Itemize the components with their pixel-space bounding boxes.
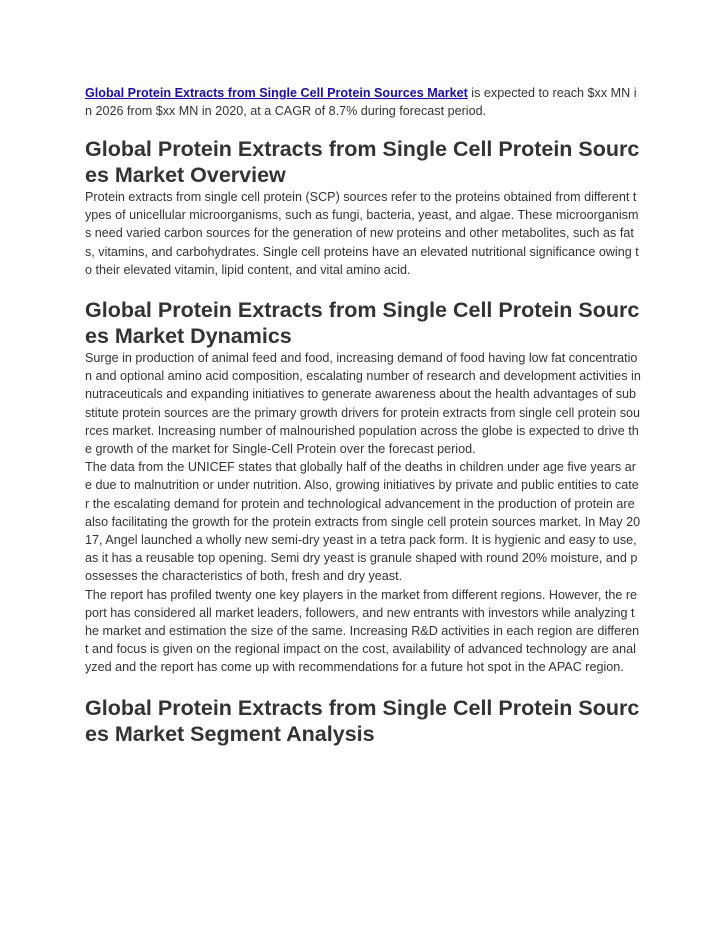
market-report-link[interactable]: Global Protein Extracts from Single Cell Protein Sources Market — [85, 86, 468, 100]
dynamics-heading: Global Protein Extracts from Single Cell Protein Sources Market Dynamics — [85, 298, 640, 349]
dynamics-paragraph-3: The report has profiled twenty one key players in the market from different regions. However, the report has considered all market leaders, followers, and new entrants with investors while analyzing the market and estimation the size of the same. Increasing R&D activities in each region are different and focus is given on the regional impact on the cost, availability of advanced technology are analyzed and the report has come up with recommendations for a future hot spot in the APAC region. — [85, 587, 640, 675]
overview-heading: Global Protein Extracts from Single Cell Protein Sources Market Overview — [85, 137, 640, 187]
dynamics-paragraph-1: Surge in production of animal feed and food, increasing demand of food having low fat concentration and optional amino acid composition, escalating number of research and development activities in nutraceuticals and expanding initiatives to generate awareness about the health advantages of substitute protein sources are the primary growth drivers for protein extracts from single cell protein sources market. Increasing number of malnourished population across the globe is expected to drive the growth of the market for Single-Cell Protein over the forecast period. — [85, 351, 641, 457]
dynamics-paragraph-2: The data from the UNICEF states that globally half of the deaths in children under age five years are due to malnutrition or under nutrition. Also, growing initiatives by private and public entities to cater the escalating demand for protein and technological advancement in the production of protein are also facilitating the growth for the protein extracts from single cell protein sources market. In May 2017, Angel launched a wholly new semi-dry yeast in a tetra pack form. It is hygienic and easy to use, as it has a reusable top opening. Semi dry yeast is granule shaped with round 20% moisture, and possesses the characteristics of both, fresh and dry yeast. — [85, 460, 641, 584]
segment-analysis-heading: Global Protein Extracts from Single Cell Protein Sources Market Segment Analysis — [85, 695, 640, 746]
overview-paragraph: Protein extracts from single cell protein (SCP) sources refer to the proteins obtained from different types of unicellular microorganisms, such as fungi, bacteria, yeast, and algae. These microorganisms need varied carbon sources for the generation of new proteins and other metabolites, such as fats, vitamins, and carbohydrates. Single cell proteins have an elevated nutritional significance owing to their elevated vitamin, lipid content, and vital amino acid. — [85, 190, 639, 277]
intro-text: is expected to reach $xx MN in 2026 from $xx MN in 2020, at a CAGR of 8.7% during forecast period. — [85, 86, 637, 118]
document-page — [85, 84, 641, 747]
intro-paragraph — [85, 84, 641, 120]
